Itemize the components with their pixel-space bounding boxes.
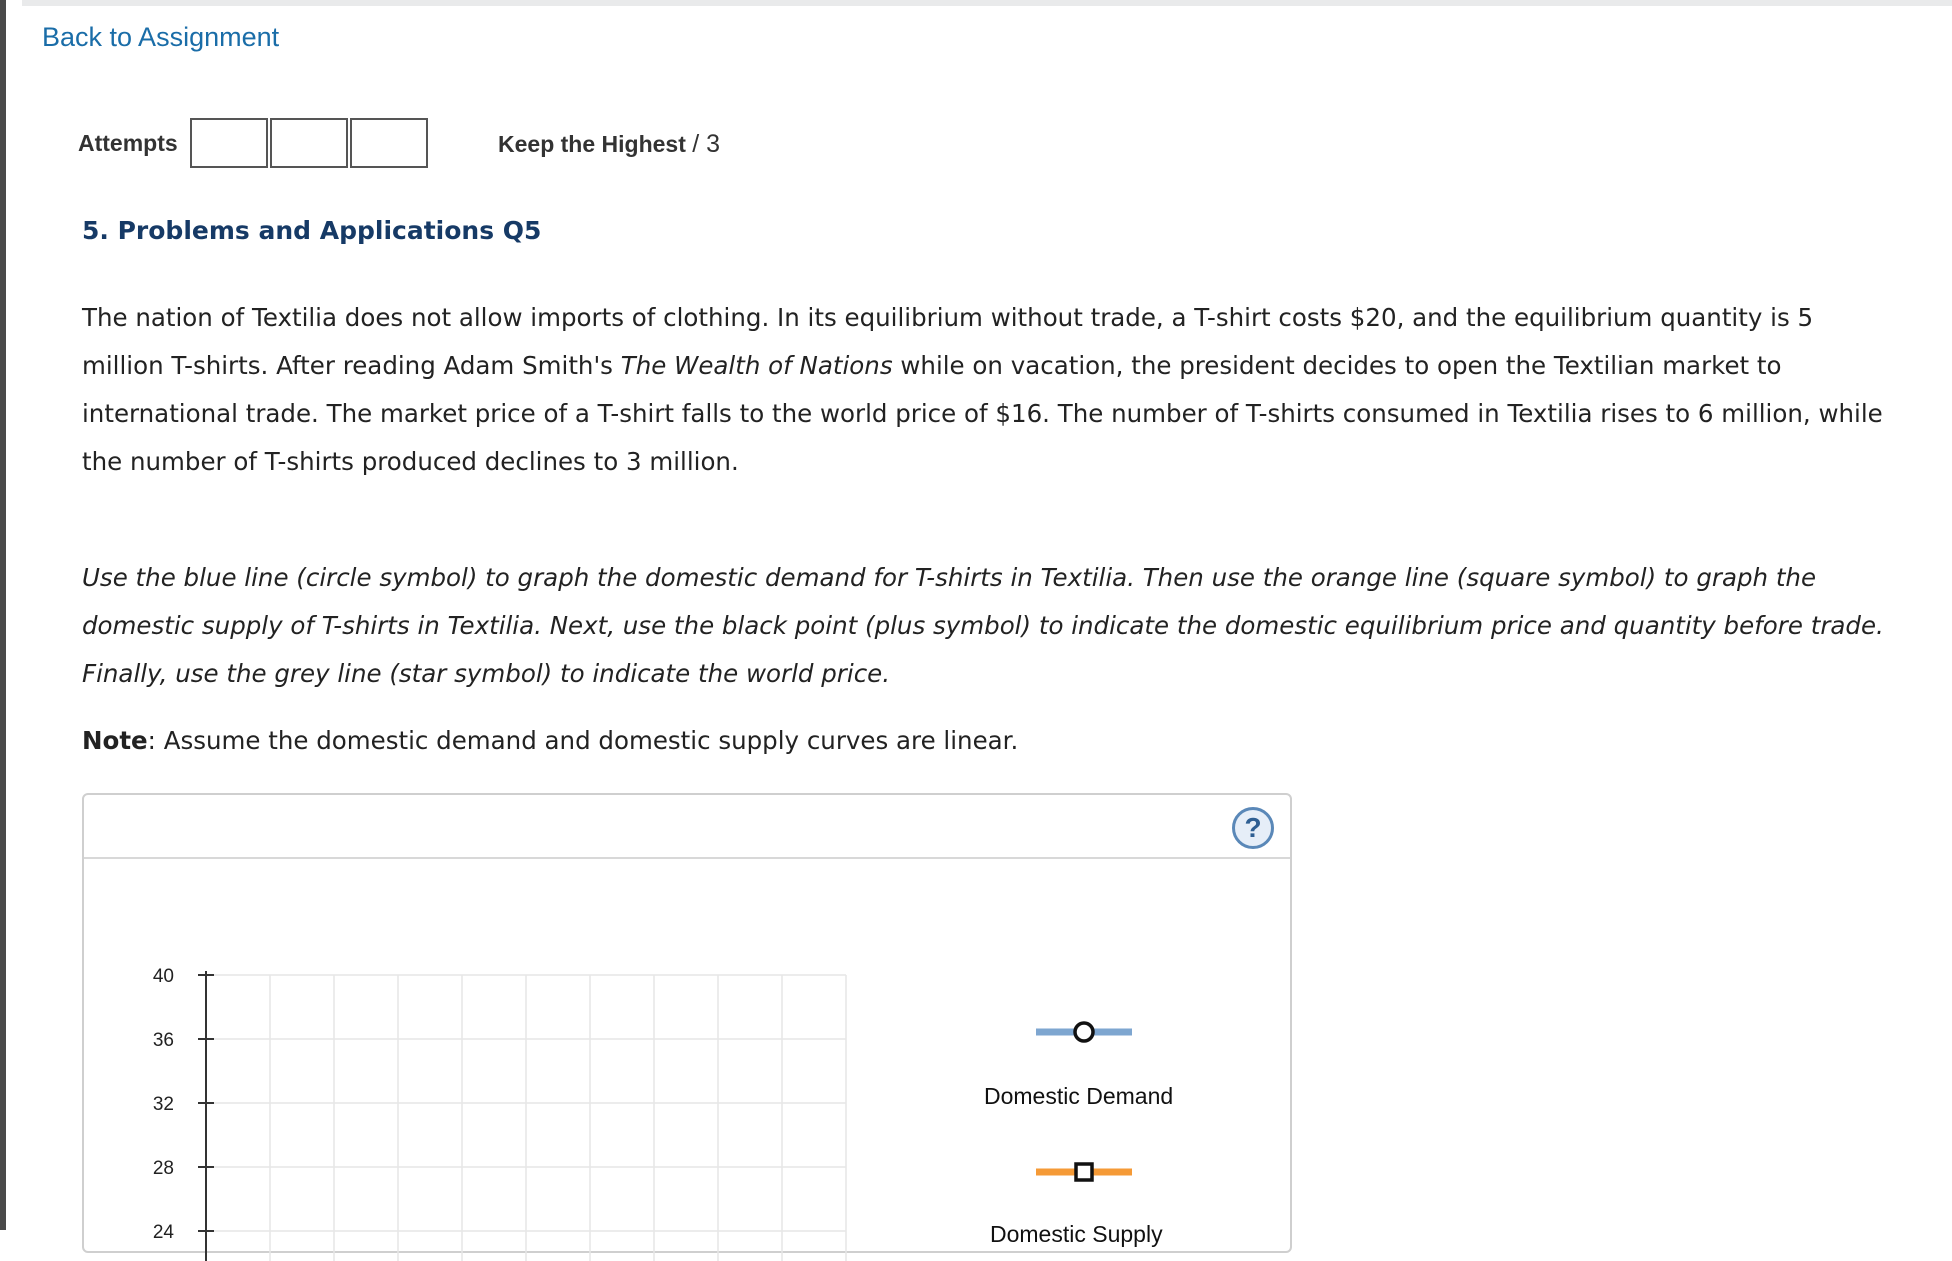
legend-domestic-demand[interactable]: Domestic Demand bbox=[984, 1083, 1174, 1109]
y-tick-label: 24 bbox=[152, 1222, 174, 1243]
keep-highest-label bbox=[498, 130, 720, 159]
prompt-text-2: while on vacation, the president decides to open the Textilian market to international trade. The market price of a T-shirt falls to the world price of $16. The number of T-shirts consumed in Textilia rises to 6 million, while the number of T-shirts produced declines to 3 million. bbox=[82, 351, 1883, 476]
y-tick-label: 40 bbox=[152, 966, 174, 987]
graph-instructions: Use the blue line (circle symbol) to graph the domestic demand for T-shirts in Textilia. Then use the orange line (square symbol) to graph the domestic supply of T-shirts in Textilia. Next, use the black point (plus symbol) to indicate the domestic equilibrium price and quantity before trade. Finally, use the grey line (star symbol) to indicate the world price. bbox=[82, 563, 1884, 688]
note-label: Note bbox=[82, 726, 148, 755]
top-edge-bar bbox=[22, 0, 1952, 6]
supply-tool-icon[interactable] bbox=[1034, 1157, 1134, 1187]
attempts-label: Attempts bbox=[78, 130, 178, 156]
left-edge-bar bbox=[0, 0, 6, 1230]
graph-panel bbox=[82, 793, 1292, 1253]
graph-toolbar bbox=[84, 795, 1290, 859]
attempt-box-1 bbox=[190, 118, 268, 168]
note-text: : Assume the domestic demand and domestic supply curves are linear. bbox=[147, 726, 1019, 755]
demand-tool-icon[interactable] bbox=[1034, 1017, 1134, 1047]
attempt-box-3 bbox=[350, 118, 428, 168]
legend-domestic-supply[interactable]: Domestic Supply bbox=[990, 1221, 1163, 1247]
y-tick-label: 32 bbox=[152, 1094, 174, 1115]
graph-plot-area[interactable] bbox=[84, 861, 1290, 1261]
question-prompt bbox=[82, 294, 1902, 486]
attempts-max: / 3 bbox=[692, 130, 721, 158]
keep-highest-text: Keep the Highest bbox=[498, 131, 686, 157]
question-title: 5. Problems and Applications Q5 bbox=[82, 216, 542, 245]
help-icon[interactable]: ? bbox=[1232, 807, 1274, 849]
prompt-book-title: The Wealth of Nations bbox=[620, 351, 893, 380]
attempt-box-2 bbox=[270, 118, 348, 168]
note bbox=[82, 726, 1018, 755]
back-to-assignment-link[interactable]: Back to Assignment bbox=[42, 22, 280, 52]
grid bbox=[206, 975, 846, 1261]
y-tick-label: 28 bbox=[152, 1158, 174, 1179]
prompt-text-1: The nation of Textilia does not allow imports of clothing. In its equilibrium without trade, a T-shirt costs $20, and the equilibrium quantity is 5 million T-shirts. After reading Adam Smith's bbox=[82, 303, 1814, 380]
y-tick-label: 36 bbox=[152, 1030, 174, 1051]
